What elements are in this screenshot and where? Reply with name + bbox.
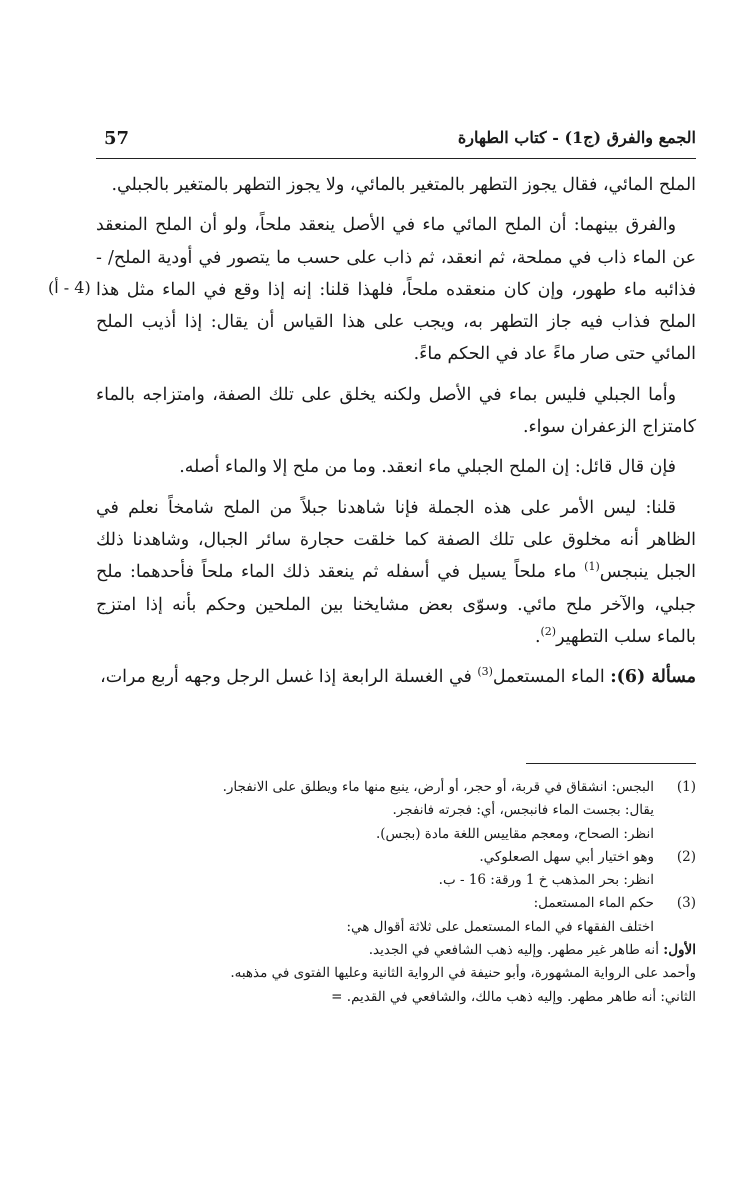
footnote-ref-1[interactable]: (1) (584, 560, 600, 574)
footnote-separator (526, 763, 696, 764)
first-opinion-label: الأول: (663, 942, 696, 959)
page-number: 57 (104, 128, 130, 149)
footnote-1 (96, 776, 696, 846)
footnote-3-continuation (96, 939, 696, 1009)
footnote-line (96, 939, 696, 962)
footnote-line: الثاني: أنه طاهر مطهر. وإليه ذهب مالك، والشافعي في القديم. = (331, 988, 696, 1005)
footnote-ref-3[interactable]: (3) (477, 665, 493, 679)
masala-label: مسألة (6): (610, 667, 696, 688)
footnote-2 (96, 846, 696, 893)
manuscript-folio-ref: (4 - أ) (48, 278, 91, 297)
masala-heading-paragraph (96, 661, 696, 693)
paragraph-1: الملح المائي، فقال يجوز التطهر بالمتغير بالمائي، ولا يجوز التطهر بالمتغير بالجبلي. (111, 175, 696, 195)
paragraph-2: والفرق بينهما: أن الملح المائي ماء في الأصل ينعقد ملحاً، ولو أن الملح المنعقد عن الماء ذاب في مملحة، ثم انعقد، ثم ذاب على حسب ما يتصور في أودية الملح/ - فذائبه ماء طهور، وإن كان منعقده ملحاً، فلهذا قلنا: إنه إذا وقع في الماء مثل هذا الملح فذاب فيه جاز التطهر به، ويجب على هذا القياس أن يقال: إذا أذيب الملح المائي حتى صار ماءً عاد في الحكم ماءً. (96, 215, 696, 365)
footnote-ref-2[interactable]: (2) (540, 625, 557, 639)
masala-text-b: في الغسلة الرابعة إذا غسل الرجل وجهه أربع مرات، (100, 667, 478, 688)
footnote-line: اختلف الفقهاء في الماء المستعمل على ثلاثة أقوال هي: (346, 918, 654, 935)
paragraph-5-text-b: ماء ملحاً يسيل في أسفله ثم ينعقد ذلك الماء ملحاً فأحدهما: ملح جبلي، والآخر ملح مائي. وسوّى بعض مشايخنا بين الملحين وحكم بأنه إذا امتزج بالماء سلب التطهير (96, 562, 696, 647)
footnote-number: (3) (676, 895, 696, 912)
paragraph-5 (96, 492, 696, 653)
footnote-line: حكم الماء المستعمل: (533, 895, 654, 912)
first-opinion-text: أنه طاهر غير مطهر. وإليه ذهب الشافعي في الجديد. (368, 942, 664, 959)
masala-text-a: الماء المستعمل (492, 667, 611, 688)
book-page (48, 126, 697, 1005)
paragraph-3: وأما الجبلي فليس بماء في الأصل ولكنه يخلق على تلك الصفة، وامتزاجه بالماء كامتزاج الزعفران سواء. (96, 384, 696, 438)
footnote-number: (1) (676, 779, 696, 795)
paragraph-5-text-c: . (534, 626, 541, 647)
footnote-line: انظر: الصحاح، ومعجم مقاييس اللغة مادة (بجس). (376, 825, 654, 842)
footnote-line: انظر: بحر المذهب خ 1 ورقة: 16 - ب. (438, 872, 654, 889)
paragraph-5-text-a: قلنا: ليس الأمر على هذه الجملة فإنا شاهدنا جبلاً من الملح شامخاً نعلم في الظاهر أنه مخلوق على تلك الصفة كما خلقت حجارة سائر الجبال، وشاهدنا ذلك الجبل ينبجس (96, 497, 697, 583)
footnote-line: البجس: انشقاق في قربة، أو حجر، أو أرض، ينبع منها ماء ويطلق على الانفجار. (222, 779, 654, 795)
footnote-line: وأحمد على الرواية المشهورة، وأبو حنيفة في الرواية الثانية وعليها الفتوى في مذهبه. (230, 965, 696, 982)
footnote-line: يقال: بجست الماء فانبجس، أي: فجرته فانفجر. (392, 802, 654, 819)
footnotes (96, 776, 696, 1009)
footnote-line: وهو اختيار أبي سهل الصعلوكي. (479, 848, 654, 865)
footnote-number: (2) (676, 848, 696, 865)
page-header (96, 126, 696, 159)
footnote-3 (96, 892, 696, 939)
running-title: الجمع والفرق (ج1) - كتاب الطهارة (457, 128, 696, 147)
paragraph-4: فإن قال قائل: إن الملح الجبلي ماء انعقد. وما من ملح إلا والماء أصله. (179, 457, 676, 478)
main-text (96, 169, 696, 693)
